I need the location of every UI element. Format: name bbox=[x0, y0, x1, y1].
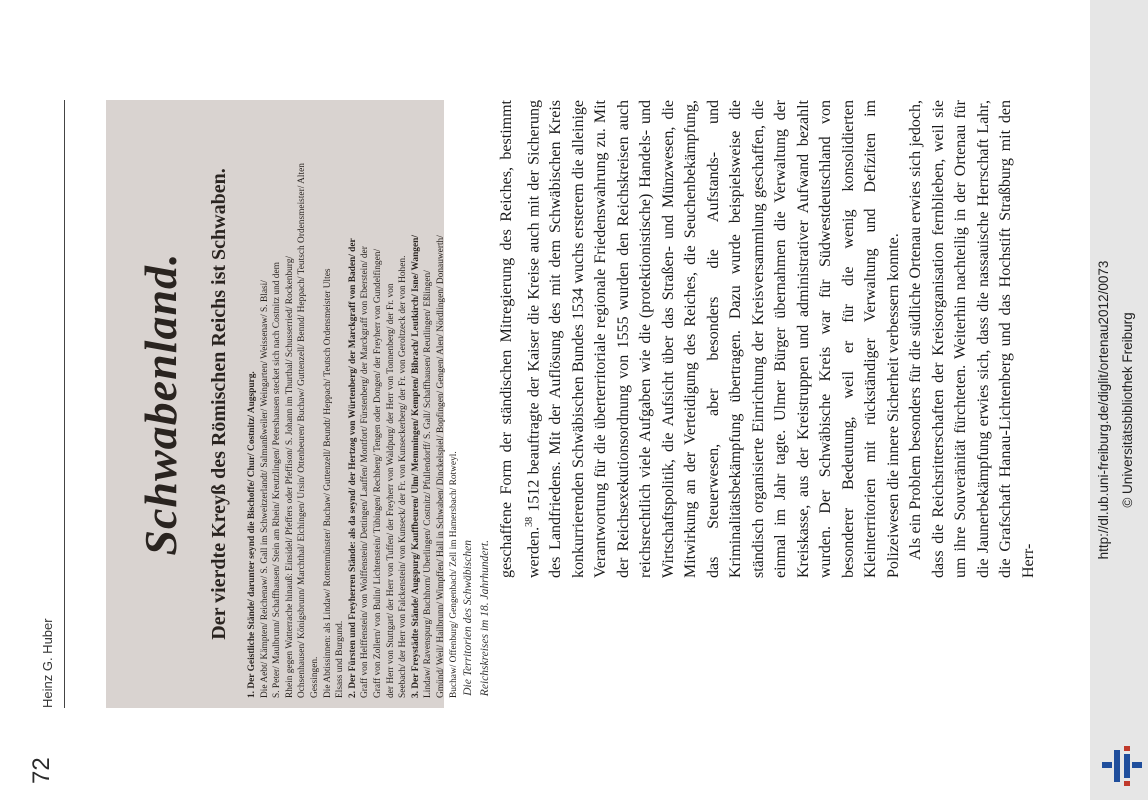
source-url-link[interactable]: http://dl.ub.uni-freiburg.de/diglit/ortenau2012/0073 bbox=[1096, 260, 1111, 560]
illustration-line: Graff von Helffenstein/ von Wolffenstein/ Dettingen/ Lauffen/ Montfort/ Fürstenberg/ der Marckgraff von Eberstein/ der bbox=[360, 246, 371, 698]
illustration-line: Die Aebt/ Kämpten/ Reichenaw/ S. Gall im Schweitzerlandt/ Salmanßweiler/ Weingarten/ Weissenaw/ S. Blasi/ bbox=[259, 280, 270, 698]
historical-map-text-illustration bbox=[106, 100, 459, 708]
figure-caption: Die Territorien des Schwäbischen Reichskreises im 18. Jahrhundert. bbox=[462, 540, 491, 697]
illustration-line: Gmünd/ Weil/ Hailbrunn/ Wimpffen/ Hall in Schwaben/ Dinckelspiel/ Bopfingen/ Gengen/ Alen/ Nördlingen/ Donauwerth/ bbox=[435, 235, 446, 698]
illustration-line: Buchaw/ Offenburg/ Gengenbach/ Zell im Hamersbach/ Rotweyl. bbox=[448, 451, 459, 698]
illustration-line: Lindaw/ Ravenspurg/ Buchhorn/ Uberlingen/ Costnitz/ Pfullendorff/ S. Gall/ Schaffhausen/ Reutlingen/ Eßlingen/ bbox=[423, 270, 434, 698]
illustration-line: Elsass und Burgund. bbox=[335, 620, 346, 698]
header-rule bbox=[64, 100, 65, 708]
footnote-reference[interactable]: 38 bbox=[523, 516, 535, 527]
illustration-subtitle: Der vierdte Kreyß des Römischen Reichs ist Schwaben. bbox=[208, 168, 230, 640]
sidebar-text bbox=[1092, 20, 1146, 800]
paragraph-1-rest: 1512 beauftragte der Kaiser die Kreise auch mit der Sicherung des Landfriedens. Mit der Auflösung des mit dem Schwäbischen Kreis konkurrierenden Schwäbischen Bundes 1534 wuchs ersterem die alleinige Verantwortung für die überterritoriale regionale Friedenswahrung zu. Mit der Reichsexekutionsordnung von 1555 wurden den Reichskreisen auch reichsrechtlich viele Aufgaben wie die (protektionistische) Handels- und Wirtschaftspolitik, die Aufsicht über das Straßen- und Münzwesen, die Mitwirkung an der Verteidigung des Reiches, die Seuchenbekämpfung, das Steuerwesen, aber besonders die Aufstands- und Kriminalitätsbekämpfung übertragen. Dazu wurde beispielsweise die ständisch organisierte Einrichtung der Kreisversammlung geschaffen, die einmal im Jahr tagte. Ulmer Bürger übernahmen die Verwaltung der Kreiskasse, aus der Kreistruppen und administrativer Aufwand bezahlt wurden. Der Schwäbische Kreis war für Südwestdeutschland von besonderer Bedeutung, weil er für die wenig konsolidierten Kleinterritorien mit rückständiger Verwaltung und Defiziten im Polizeiwesen die innere Sicherheit verbessern konnte. bbox=[524, 100, 902, 578]
illustration-line: der Herr von Stuttgart/ der Herr von Tuffen/ der Freyherr von Waldpurg/ der Herr von Tonnenberg/ der Fr. von bbox=[385, 283, 396, 698]
illustration-line: Seebach/ der Herr von Falckenstein/ von Kunseck/ der Fr. von Kunseckerberg/ der Fr. von Geroltzeck der von Hohen. bbox=[398, 255, 409, 698]
illustration-line: Ochsenhausen/ Königsbrunn/ Marchthal/ Elchingen/ Ursin/ Ottenbeuren/ Buchaw/ Guttenzell/ Bennd/ Heppach/ Teutsch Ordensmeister/ Alten bbox=[297, 163, 308, 698]
copyright-notice: © Universitätsbibliothek Freiburg bbox=[1120, 312, 1135, 508]
illustration-line: Rhein gegen Watterrache hinauß: Einsidel/ Pfeffers oder Pfeffison/ S. Johann im Thurthal/ Schusserried/ Rockenburg/ bbox=[284, 255, 295, 698]
illustration-line: Gessingen. bbox=[309, 656, 320, 698]
illustration-line: 3. Der Freystädte Stände/ Augspurg/ Kauffbeuren/ Ulm/ Memmingen/ Kempten/ Bibrach/ Leutkirch/ Isne/ Wangen/ bbox=[410, 235, 421, 698]
illustration-text-block bbox=[246, 110, 460, 698]
illustration-line: Graff von Zollern/ von Bulin/ Lichtenstein/ Tübingen/ Rechberg/ Tengen oder Dongen/ der Freyherr von Gundelfingen/ bbox=[372, 248, 383, 698]
illustration-title: Schwabenland. bbox=[135, 252, 186, 556]
paragraph-1-start: geschaffene Form der ständischen Mitregierung des Reiches, bestimmt werden. bbox=[498, 100, 542, 578]
body-text bbox=[496, 100, 1040, 578]
page-number: 72 bbox=[28, 757, 55, 784]
illustration-line: Die Abtissinnen: als Lindaw/ Rottenmünster/ Buchaw/ Guttenzell/ Beundt/ Heppach/ Teutsch Ordensmeister Ultes bbox=[322, 268, 333, 698]
running-header-author: Heinz G. Huber bbox=[40, 618, 55, 708]
illustration-line: S. Peter/ Maulbrunn/ Schaffhausen/ Stein am Rhein/ Kreutzlingen/ Petershausen stecket sich nach Costnitz und dem bbox=[272, 262, 283, 698]
paragraph-2: Als ein Problem besonders für die südliche Ortenau erwies sich jedoch, dass die Reichsritterschaften der Kreisorganisation fernblieben, weil sie um ihre Souveränität fürchteten. Weiterhin nachteilig in der Ortenau für die Jaunerbekämpfung erwies sich, dass die nassauische Herrschaft Lahr, die Grafschaft Hanau-Lichtenberg und das Hochstift Straßburg mit den Herr- bbox=[907, 100, 1037, 578]
paragraph-1 bbox=[496, 100, 905, 578]
ub-freiburg-logo-icon bbox=[1100, 744, 1144, 788]
illustration-line: 1. Der Geistliche Stände/ darunter seynd die Bischoffe/ Chur/ Costnitz/ Augspurg. bbox=[247, 371, 257, 698]
illustration-line: 2. Der Fürsten und Freyherren Stände: als da seynd/ der Hertzog von Würtenberg/ der Marckgraff von Baden/ der bbox=[347, 238, 358, 698]
